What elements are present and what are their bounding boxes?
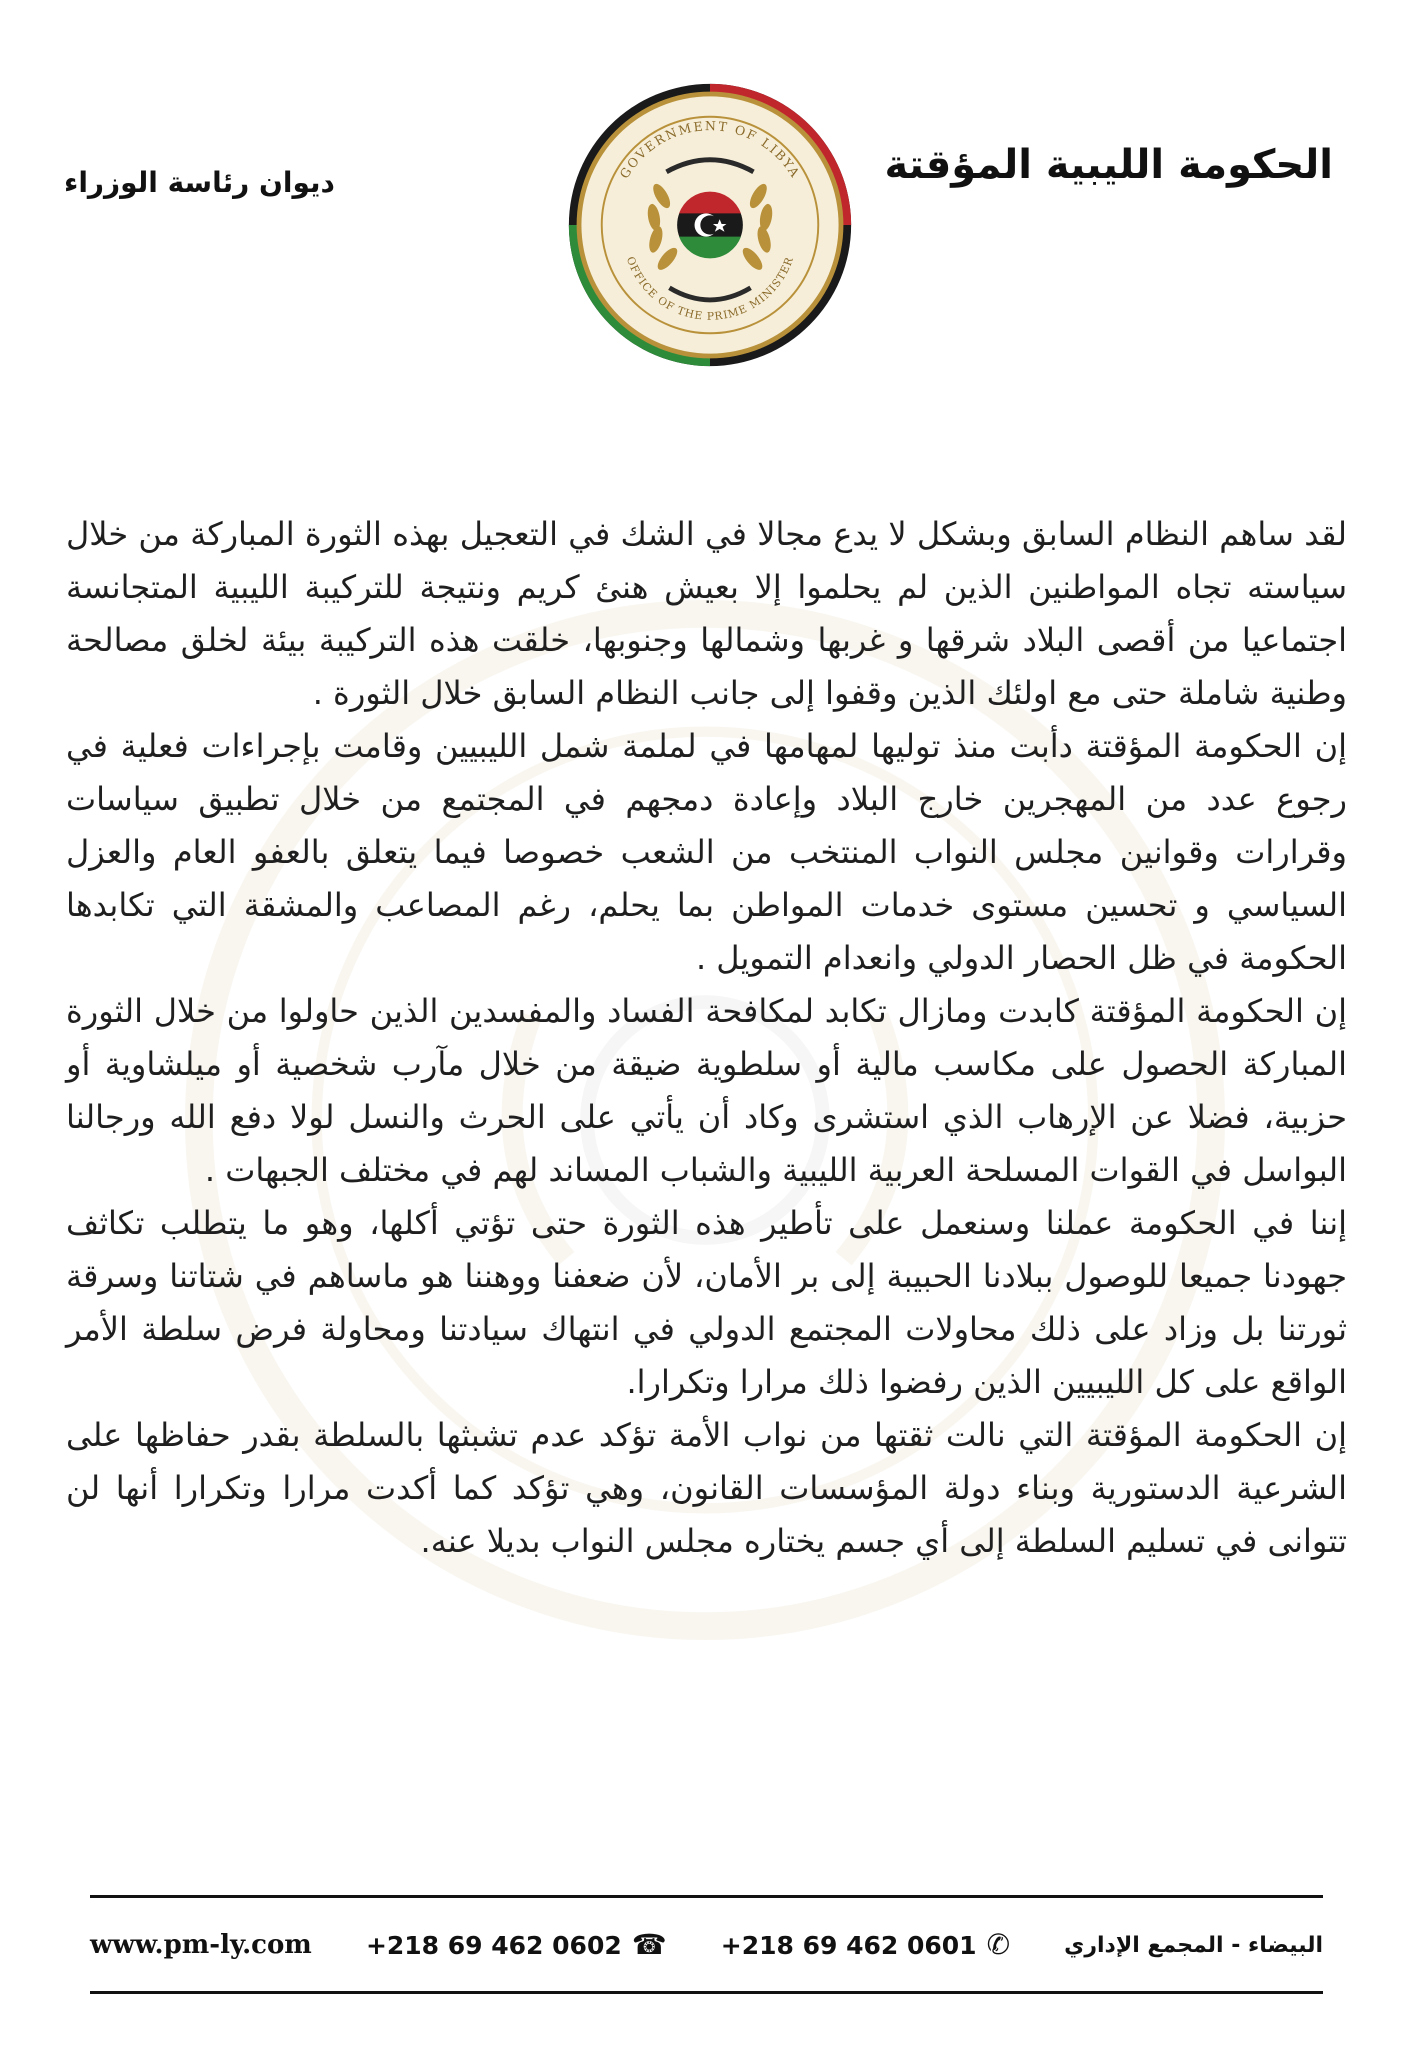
address: البيضاء - المجمع الإداري	[1064, 1932, 1323, 1958]
seal-top-text: GOVERNMENT OF LIBYA	[616, 118, 804, 182]
seal-bottom-text: OFFICE OF THE PRIME MINISTER	[623, 254, 797, 323]
paragraph: إننا في الحكومة عملنا وسنعمل على تأطير هذه الثورة حتى تؤتي أكلها، وهو ما يتطلب تكاثف جهودنا جميعا للوصول ببلادنا الحبيبة إلى بر الأمان، لأن ضعفنا ووهننا هو ماساهم في شتاتنا وسرقة ثورتنا بل وزاد على ذلك محاولات المجتمع الدولي في انتهاك سيادتنا ومحاولة فرض سلطة الأمر الواقع على كل الليبيين الذين رفضوا ذلك مرارا وتكرارا.	[66, 1204, 1347, 1401]
phone-number: +218 69 462 0601	[720, 1930, 977, 1960]
statement-body	[66, 508, 1347, 1568]
footer	[90, 1910, 1323, 1980]
footer-divider-bottom	[90, 1991, 1323, 1994]
fax-icon: ☎	[631, 1928, 667, 1961]
fax-number: +218 69 462 0602	[365, 1930, 622, 1960]
phone-icon: ✆	[986, 1928, 1011, 1961]
paragraph: إن الحكومة المؤقتة كابدت ومازال تكابد لمكافحة الفساد والمفسدين الذين حاولوا من خلال الثورة المباركة الحصول على مكاسب مالية أو سلطوية ضيقة من خلال مآرب شخصية أو ميلشاوية أو حزبية، فضلا عن الإرهاب الذي استشرى وكاد أن يأتي على الحرث والنسل لولا دفع الله ورجالنا البواسل في القوات المسلحة العربية الليبية والشباب المساند لهم في مختلف الجبهات .	[66, 992, 1347, 1189]
government-name: الحكومة الليبية المؤقتة	[884, 142, 1333, 188]
fax-contact	[365, 1928, 667, 1961]
government-seal	[565, 80, 855, 370]
website-link[interactable]: www.pm-ly.com	[90, 1930, 312, 1960]
paragraph: إن الحكومة المؤقتة التي نالت ثقتها من نواب الأمة تؤكد عدم تشبثها بالسلطة بقدر حفاظها على الشرعية الدستورية وبناء دولة المؤسسات القانون، وهي تؤكد كما أكدت مرارا وتكرارا أنها لن تتوانى في تسليم السلطة إلى أي جسم يختاره مجلس النواب بديلا عنه.	[66, 1416, 1347, 1560]
paragraph: لقد ساهم النظام السابق وبشكل لا يدع مجالا في الشك في التعجيل بهذه الثورة المباركة من خلال سياسته تجاه المواطنين الذين لم يحلموا إلا بعيش هنئ كريم ونتيجة للتركيبة الليبية المتجانسة اجتماعيا من أقصى البلاد شرقها و غربها وشمالها وجنوبها، خلقت هذه التركيبة بيئة لخلق مصالحة وطنية شاملة حتى مع اولئك الذين وقفوا إلى جانب النظام السابق خلال الثورة .	[66, 515, 1347, 712]
libya-flag-icon	[677, 192, 743, 259]
office-name: ديوان رئاسة الوزراء	[64, 166, 335, 199]
footer-divider-top	[90, 1895, 1323, 1898]
paragraph: إن الحكومة المؤقتة دأبت منذ توليها لمهامها في لملمة شمل الليبيين وقامت بإجراءات فعلية في رجوع عدد من المهجرين خارج البلاد وإعادة دمجهم في المجتمع من خلال تطبيق سياسات وقرارات وقوانين مجلس النواب المنتخب من الشعب خصوصا فيما يتعلق بالعفو العام والعزل السياسي و تحسين مستوى خدمات المواطن بما يحلم، رغم المصاعب والمشقة التي تكابدها الحكومة في ظل الحصار الدولي وانعدام التمويل .	[66, 727, 1347, 977]
phone-contact	[720, 1928, 1011, 1961]
